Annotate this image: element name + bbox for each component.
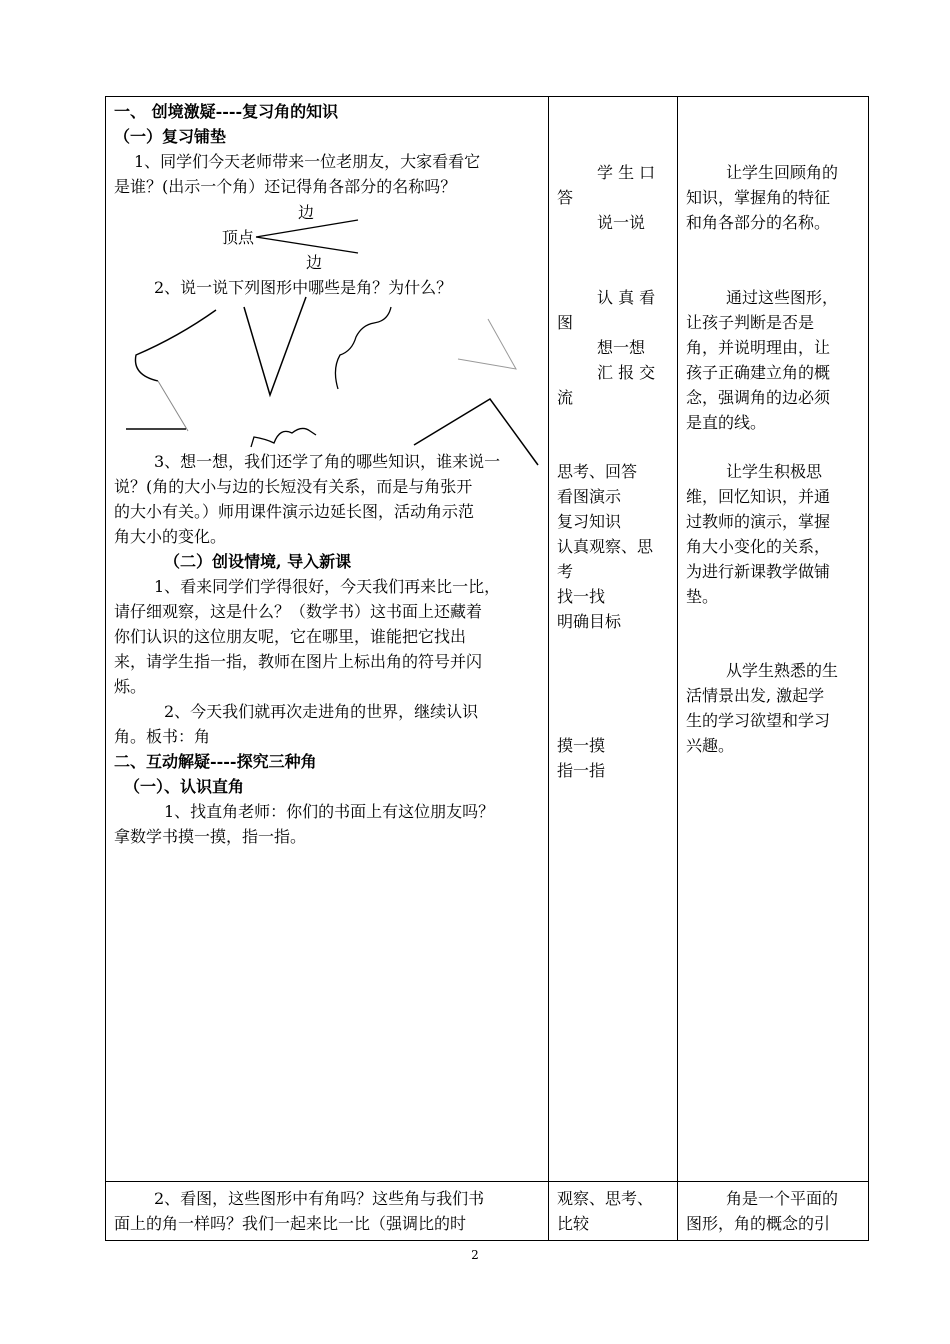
curved-shape — [135, 310, 216, 381]
question-3-line-2: 说？(角的大小与边的长短没有关系，而是与角张开 — [114, 477, 473, 496]
row2-left-line-1: 2、看图，这些图形中有角吗？这些角与我们书 — [154, 1189, 485, 1208]
intent-d3: 生的学习欲望和学习 — [686, 711, 831, 730]
label-side-bottom: 边 — [306, 253, 323, 272]
right-angle-line-2: 拿数学书摸一摸，指一指。 — [114, 827, 307, 846]
wavy-shape — [335, 307, 391, 389]
row2-middle-line-1: 观察、思考、 — [557, 1189, 654, 1208]
question-3-line-1: 3、想一想，我们还学了角的哪些知识，谁来说一 — [154, 452, 501, 471]
activity-c3: 复习知识 — [557, 512, 622, 531]
activity-b5: 流 — [557, 388, 574, 407]
activity-d2: 指一指 — [557, 761, 606, 780]
intent-c2: 维，回忆知识，并通 — [686, 487, 831, 506]
student-activity-cell — [549, 1182, 678, 1241]
row2-right-line-1: 角是一个平面的 — [726, 1189, 839, 1208]
paragraph-2-line-2: 角。板书：角 — [114, 727, 211, 746]
intent-b5: 念，强调角的边必须 — [686, 388, 831, 407]
angle-side-upper — [256, 220, 358, 237]
question-2: 2、说一说下列图形中哪些是角？为什么？ — [154, 278, 453, 297]
intent-b6: 是直的线。 — [686, 413, 767, 432]
activity-c1: 思考、回答 — [557, 462, 638, 481]
activity-b3: 想一想 — [597, 338, 646, 357]
question-1-line-1: 1、同学们今天老师带来一位老朋友，大家看看它 — [134, 152, 481, 171]
paragraph-1-line-5: 烁。 — [114, 677, 147, 696]
intent-a1: 让学生回顾角的 — [726, 163, 839, 182]
label-side-top: 边 — [298, 203, 315, 222]
intent-d4: 兴趣。 — [686, 736, 735, 755]
row2-left-line-2: 面上的角一样吗？我们一起来比一比（强调比的时 — [114, 1214, 467, 1233]
paragraph-1-line-4: 来，请学生指一指，教师在图片上标出角的符号并闪 — [114, 652, 483, 671]
gray-angle — [458, 319, 516, 369]
subsection-right-angle: （一）、认识直角 — [124, 777, 245, 796]
paragraph-1-line-3: 你们认识的这位朋友呢，它在哪里，谁能把它找出 — [114, 627, 467, 646]
intent-a3: 和角各部分的名称。 — [686, 213, 831, 232]
teaching-process-cell — [106, 97, 549, 1182]
activity-c5: 考 — [557, 562, 574, 581]
intent-b2: 让孩子判断是否是 — [686, 313, 815, 332]
diagonal-line — [158, 381, 188, 431]
question-3-line-4: 角大小的变化。 — [114, 527, 227, 546]
intent-c1: 让学生积极思 — [726, 462, 823, 481]
intent-c6: 垫。 — [686, 587, 719, 606]
intent-b4: 孩子正确建立角的概 — [686, 363, 831, 382]
row2-middle-line-2: 比较 — [557, 1214, 590, 1233]
lesson-plan-table — [105, 96, 869, 1241]
activity-a2: 答 — [557, 188, 574, 207]
page-number: 2 — [471, 1248, 479, 1262]
section-heading-1: 一、 创境激疑----复习角的知识 — [114, 102, 339, 121]
subsection-review: （一）复习铺垫 — [114, 127, 227, 146]
design-intent-cell — [678, 1182, 869, 1241]
table-row — [106, 1182, 869, 1241]
section-heading-2: 二、互动解疑----探究三种角 — [114, 752, 317, 771]
row2-right-line-2: 图形，角的概念的引 — [686, 1214, 831, 1233]
question-3-line-3: 的大小有关。）师用课件演示边延长图，活动角示范 — [114, 502, 475, 521]
intent-c5: 为进行新课教学做铺 — [686, 562, 831, 581]
activity-b4: 汇 报 交 — [597, 363, 656, 382]
activity-a3: 说一说 — [597, 213, 646, 232]
wiggly-shape — [251, 428, 316, 447]
intent-c4: 角大小变化的关系， — [686, 537, 831, 556]
intent-b3: 角，并说明理由，让 — [686, 338, 831, 357]
design-intent-cell — [678, 97, 869, 1182]
paragraph-1-line-2: 请仔细观察，这是什么？（数学书）这书面上还藏着 — [114, 602, 483, 621]
activity-c7: 明确目标 — [557, 612, 622, 631]
activity-d1: 摸一摸 — [557, 736, 606, 755]
angle-side-lower — [256, 237, 358, 253]
angle-figures — [106, 97, 548, 477]
paragraph-2-line-1: 2、今天我们就再次走进角的世界，继续认识 — [164, 702, 479, 721]
activity-b1: 认 真 看 — [597, 288, 656, 307]
activity-c4: 认真观察、思 — [557, 537, 654, 556]
intent-b1: 通过这些图形， — [726, 288, 839, 307]
activity-c2: 看图演示 — [557, 487, 622, 506]
activity-b2: 图 — [557, 313, 574, 332]
student-activity-cell — [549, 97, 678, 1182]
intent-d2: 活情景出发, 激起学 — [686, 686, 825, 705]
subsection-context: （二）创设情境, 导入新课 — [164, 552, 352, 571]
intent-c3: 过教师的演示，掌握 — [686, 512, 831, 531]
intent-d1: 从学生熟悉的生 — [726, 661, 839, 680]
label-vertex: 顶点 — [222, 228, 255, 247]
activity-a1: 学 生 口 — [597, 163, 656, 182]
paragraph-1-line-1: 1、看来同学们学得很好，今天我们再来比一比， — [154, 577, 501, 596]
v-angle — [244, 297, 306, 395]
table-row — [106, 97, 869, 1182]
question-1-line-2: 是谁？(出示一个角）还记得角各部分的名称吗？ — [114, 177, 457, 196]
activity-c6: 找一找 — [557, 587, 606, 606]
angle-diagram — [256, 220, 358, 253]
teaching-process-cell — [106, 1182, 549, 1241]
intent-a2: 知识，掌握角的特征 — [686, 188, 831, 207]
right-angle-line-1: 1、找直角老师：你们的书面上有这位朋友吗？ — [164, 802, 495, 821]
